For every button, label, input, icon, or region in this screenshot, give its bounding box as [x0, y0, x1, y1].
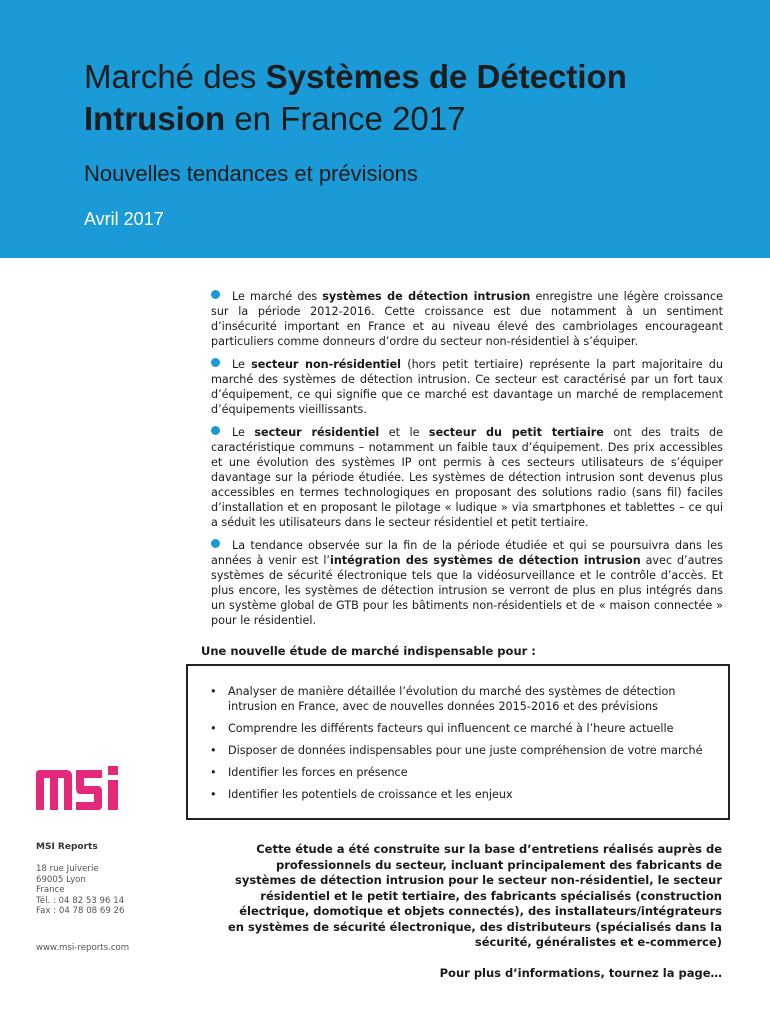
study-goals-box — [186, 664, 730, 820]
list-item: • Identifier les potentiels de croissance et les enjeux — [210, 787, 714, 802]
methodology-text: Cette étude a été construite sur la base d’entretiens réalisés auprès de professionnels du secteur, incluant principalement des fabricants de systèmes de détection intrusion pour le secteur non-résidentiel, le secteur résidentiel et le petit tertiaire, des fabricants spécialisés (construction électrique, domotique et objets connectés), des installateurs/intégrateurs en systèmes de sécurité électronique, des distributeurs (spécialisés dans la sécurité, généralistes et e-commerce) — [227, 842, 722, 949]
study-goals-list — [210, 684, 714, 802]
title-bold-part: Systèmes de Détection — [265, 58, 627, 95]
list-item: • Analyser de manière détaillée l’évolution du marché des systèmes de détection intrusion en France, avec de nouvelles données 2015-2016 et des prévisions — [210, 684, 714, 714]
header-banner — [0, 0, 770, 258]
point-text: La tendance observée sur la fin de la période étudiée et qui se poursuivra dans les années à venir est l’ — [211, 539, 723, 567]
list-item: • Identifier les forces en présence — [210, 765, 714, 780]
website-link[interactable]: www.msi-reports.com — [36, 942, 130, 953]
point-bold: secteur non-résidentiel — [251, 358, 402, 371]
address-line: 69005 Lyon — [36, 874, 86, 885]
msi-logo — [36, 766, 128, 810]
fax-number: Fax : 04 78 08 69 26 — [36, 906, 125, 916]
point-text: Le — [232, 426, 255, 439]
key-point — [211, 357, 723, 417]
key-points — [211, 289, 723, 636]
title-bold-part: Intrusion — [84, 100, 226, 137]
study-heading: Une nouvelle étude de marché indispensable pour : — [201, 644, 536, 658]
bullet-dot-icon — [211, 539, 220, 548]
list-item: • Disposer de données indispensables pour une juste compréhension de votre marché — [210, 743, 714, 758]
more-info-text: Pour plus d’informations, tournez la page… — [439, 966, 722, 980]
bullet-dot-icon — [211, 426, 220, 435]
point-text: et le — [379, 426, 429, 439]
point-text: Le — [232, 358, 252, 371]
point-bold: intégration des systèmes de détection intrusion — [330, 554, 641, 567]
address-line: France — [36, 885, 65, 895]
contact-block — [36, 842, 186, 953]
point-text: enregistre une légère croissance sur la période 2012-2016. Cette croissance est due notamment à un sentiment d’insécurité important en France et au niveau élevé des cambriolages encourageant particuliers comme donneurs d’ordre du secteur non-résidentiel à s’équiper. — [211, 290, 723, 348]
point-text: ont des traits de caractéristique communs – notamment un faible taux d’équipement. Des prix accessibles et une évolution des systèmes IP ont permis à ces secteurs utilisateurs de s’équiper davantage sur la période étudiée. Les systèmes de détection intrusion sont devenus plus accessibles en termes technologiques en proposant des solutions radio (sans fil) faciles d’installation et en proposant le pilotage « ludique » via smartphones et tablettes – ce qui a séduit les utilisateurs dans le secteur résidentiel et petit tertiaire. — [211, 426, 723, 529]
key-point — [211, 289, 723, 349]
key-point — [211, 538, 723, 628]
key-point — [211, 425, 723, 530]
point-text: (hors petit tertiaire) représente la part majoritaire du marché des systèmes de détection intrusion. Ce secteur est caractérisé par un fort taux d’équipement, ce qui signifie que ce marché est davantage un marché de remplacement d’équipements vieillissants. — [211, 358, 723, 416]
company-name: MSI Reports — [36, 842, 98, 852]
list-item: • Comprendre les différents facteurs qui influencent ce marché à l’heure actuelle — [210, 721, 714, 736]
msi-logo-mark — [36, 766, 128, 810]
point-bold: secteur résidentiel — [254, 426, 380, 439]
publication-date: Avril 2017 — [84, 209, 164, 229]
phone-number: Tél. : 04 82 53 96 14 — [36, 895, 125, 906]
point-bold: secteur du petit tertiaire — [428, 426, 604, 439]
address-line: 18 rue Juiverie — [36, 864, 99, 874]
point-text: Le marché des — [232, 290, 323, 303]
page-subtitle: Nouvelles tendances et prévisions — [84, 161, 418, 186]
title-part: en France 2017 — [225, 100, 466, 137]
point-text: avec d’autres systèmes de sécurité électronique tels que la vidéosurveillance et le contrôle d’accès. Et plus encore, les systèmes de détection intrusion se verront de plus en plus intégrés dans un système global de GTB pour les bâtiments non-résidentiels et de « maison connectée » pour le résidentiel. — [211, 554, 724, 627]
bullet-dot-icon — [211, 290, 220, 299]
bullet-dot-icon — [211, 358, 220, 367]
point-bold: systèmes de détection intrusion — [322, 290, 531, 303]
page-title — [84, 56, 754, 140]
title-part: Marché des — [84, 58, 266, 95]
